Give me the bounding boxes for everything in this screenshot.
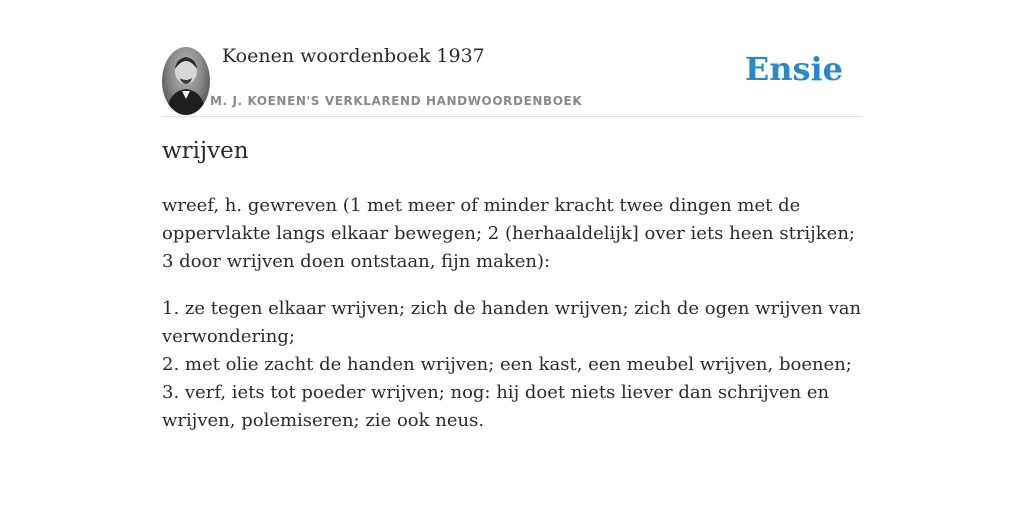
headword: wrijven — [162, 138, 249, 164]
ensie-logo-link[interactable]: Ensie — [744, 50, 843, 88]
page — [162, 0, 862, 431]
examples-list — [162, 295, 862, 435]
portrait-image — [162, 47, 210, 115]
example-item: 3. verf, iets tot poeder wrijven; nog: hij doet niets liever dan schrijven en wrijven, polemiseren; zie ook neus. — [162, 382, 830, 431]
header — [162, 0, 862, 117]
author-portrait — [162, 47, 210, 115]
dictionary-subtitle: M. J. KOENEN'S VERKLAREND HANDWOORDENBOEK — [210, 94, 583, 108]
example-item: 2. met olie zacht de handen wrijven; een kast, een meubel wrijven, boenen; — [162, 354, 852, 375]
example-item: 1. ze tegen elkaar wrijven; zich de handen wrijven; zich de ogen wrijven van verwondering; — [162, 298, 862, 347]
definition-text: wreef, h. gewreven (1 met meer of minder kracht twee dingen met de oppervlakte langs elkaar bewegen; 2 (herhaaldelijk] over iets heen strijken; 3 door wrijven doen ontstaan, fijn maken): — [162, 195, 855, 272]
dictionary-title[interactable]: Koenen woordenboek 1937 — [222, 45, 485, 67]
